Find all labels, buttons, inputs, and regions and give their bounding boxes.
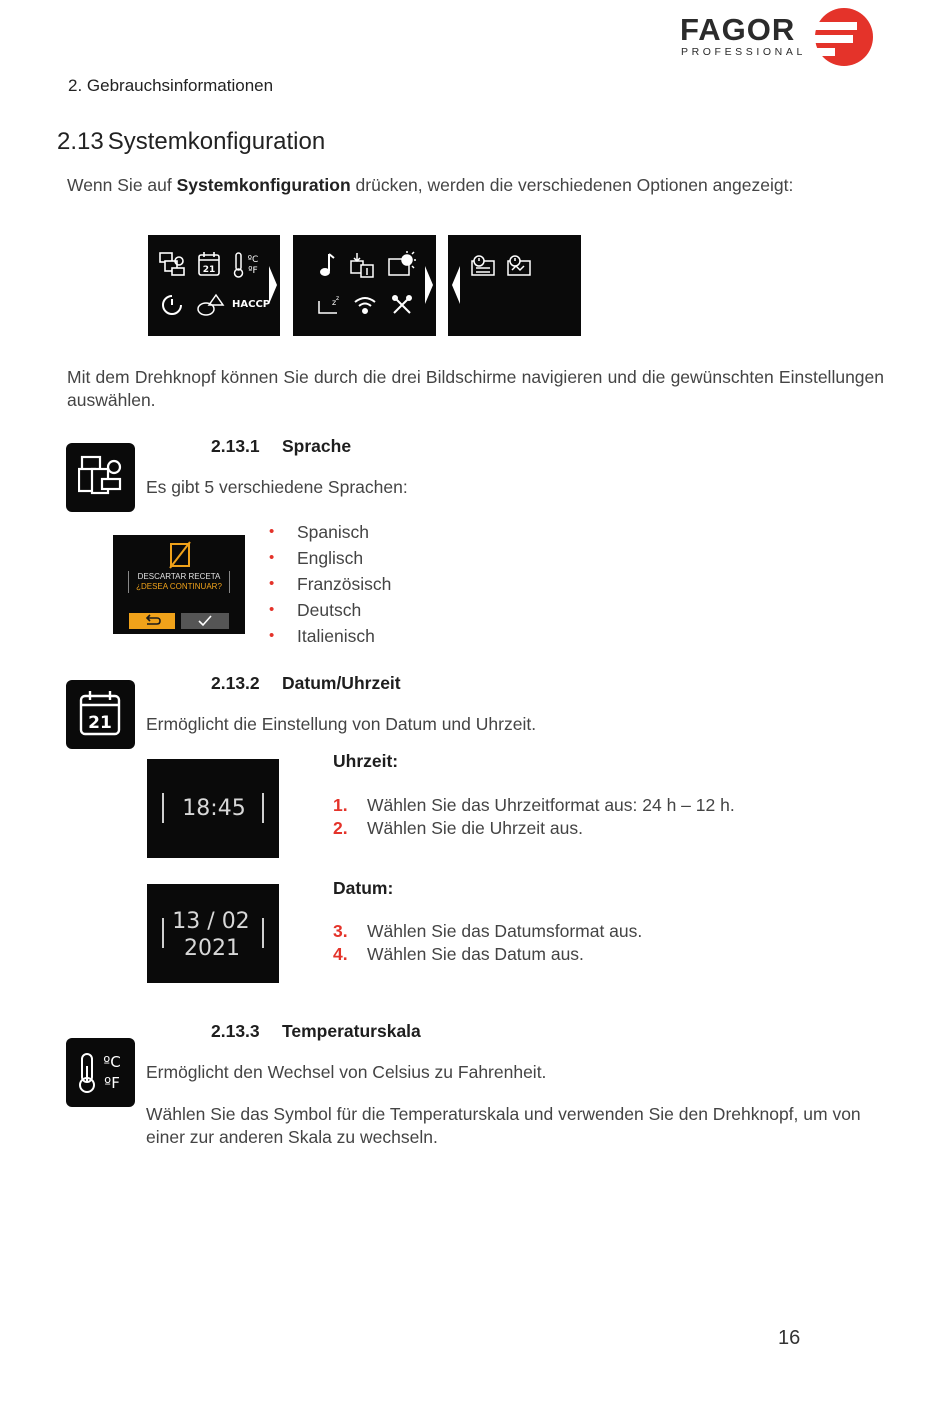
back-button[interactable] bbox=[129, 613, 175, 629]
discard-recipe-screen bbox=[113, 535, 245, 634]
time-label: Uhrzeit: bbox=[333, 751, 399, 771]
haccp-label: HACCP bbox=[232, 299, 271, 310]
download-icon bbox=[349, 251, 377, 279]
date-label: Datum: bbox=[333, 878, 394, 898]
section-title-text: Systemkonfiguration bbox=[107, 128, 326, 155]
tools-icon bbox=[391, 294, 413, 316]
calendar-icon bbox=[197, 251, 221, 277]
temperatur-text-1: Ermöglicht den Wechsel von Celsius zu Fahrenheit. bbox=[146, 1062, 547, 1082]
temperature-section-icon bbox=[66, 1038, 135, 1107]
svg-text:ºC: ºC bbox=[103, 1053, 121, 1071]
temperature-scale-icon bbox=[232, 251, 262, 279]
svg-text:z: z bbox=[332, 298, 337, 307]
list-item: 2. Wählen Sie die Uhrzeit aus. bbox=[333, 818, 583, 838]
temperature-scale-icon bbox=[76, 1048, 126, 1096]
time-display: 18:45 bbox=[182, 796, 246, 821]
svg-text:ºC: ºC bbox=[247, 255, 259, 265]
svg-text:21: 21 bbox=[202, 265, 216, 275]
language-section-icon bbox=[66, 443, 135, 512]
svg-text:ºF: ºF bbox=[248, 266, 258, 276]
list-item: • Italienisch bbox=[269, 626, 375, 646]
config-screen-3 bbox=[448, 235, 581, 336]
no-recipe-icon bbox=[168, 541, 192, 569]
page-number: 16 bbox=[778, 1327, 801, 1349]
date-display-year: 2021 bbox=[184, 936, 240, 961]
language-icon bbox=[78, 453, 124, 501]
section-number: 2.13 bbox=[57, 128, 104, 155]
config-screen-1 bbox=[148, 235, 280, 336]
intro-bold: Systemkonfiguration bbox=[176, 175, 351, 195]
date-steps bbox=[333, 920, 642, 966]
subsection-heading-datum: 2.13.2 Datum/Uhrzeit bbox=[211, 673, 401, 693]
screen-prev-arrow bbox=[452, 266, 460, 304]
discard-right-bar bbox=[229, 571, 230, 593]
nav-paragraph: Mit dem Drehknopf können Sie durch die drei Bildschirme navigieren und die gewünschten Einstellungen auswählen. bbox=[67, 367, 884, 410]
date-time-section-icon bbox=[66, 680, 135, 749]
cleaning-icon bbox=[506, 253, 534, 277]
logo-sub: PROFESSIONAL bbox=[681, 46, 806, 58]
config-screen-2 bbox=[293, 235, 436, 336]
service-icon bbox=[470, 253, 498, 277]
undo-icon bbox=[129, 613, 175, 629]
list-item: 4. Wählen Sie das Datum aus. bbox=[333, 944, 584, 964]
wifi-icon bbox=[353, 295, 377, 315]
screen-next-arrow-2 bbox=[425, 266, 433, 304]
discard-line-2: ¿DESEA CONTINUAR? bbox=[136, 582, 222, 591]
subsection-heading-temperatur: 2.13.3 Temperaturskala bbox=[211, 1021, 421, 1041]
sprache-text: Es gibt 5 verschiedene Sprachen: bbox=[146, 477, 408, 497]
section-title bbox=[57, 128, 325, 156]
confirm-button[interactable] bbox=[181, 613, 229, 629]
list-item: 1. Wählen Sie das Uhrzeitformat aus: 24 h – 12 h. bbox=[333, 795, 735, 815]
date-screen bbox=[147, 884, 279, 983]
brand-logo bbox=[680, 12, 880, 68]
discard-line-1: DESCARTAR RECETA bbox=[137, 572, 221, 581]
list-item: • Spanisch bbox=[269, 522, 369, 542]
language-list bbox=[269, 519, 391, 649]
svg-text:21: 21 bbox=[88, 713, 112, 733]
language-icon bbox=[158, 251, 186, 279]
date-display-day-month: 13 / 02 bbox=[172, 909, 250, 934]
running-head: 2. Gebrauchsinformationen bbox=[68, 76, 274, 95]
svg-text:z: z bbox=[336, 295, 340, 302]
calendar-icon bbox=[78, 689, 122, 737]
section-intro: Wenn Sie auf Systemkonfiguration drücken, werden die verschiedenen Optionen angezeigt: bbox=[67, 175, 794, 195]
shapes-icon bbox=[196, 292, 226, 318]
sleep-icon bbox=[317, 293, 343, 317]
logo-mark-icon bbox=[813, 6, 875, 68]
timer-icon bbox=[160, 293, 184, 317]
discard-left-bar bbox=[128, 571, 129, 593]
time-steps bbox=[333, 794, 735, 840]
svg-text:ºF: ºF bbox=[104, 1074, 120, 1092]
temperatur-text-2: Wählen Sie das Symbol für die Temperaturskala und verwenden Sie den Drehknopf, um von einer zur anderen Skala zu wechseln. bbox=[146, 1104, 861, 1147]
music-note-icon bbox=[317, 251, 337, 279]
list-item: • Deutsch bbox=[269, 600, 362, 620]
datum-text: Ermöglicht die Einstellung von Datum und Uhrzeit. bbox=[146, 714, 537, 734]
logo-brand: FAGOR bbox=[680, 12, 796, 47]
brightness-icon bbox=[387, 251, 417, 279]
check-icon bbox=[181, 613, 229, 629]
list-item: • Englisch bbox=[269, 548, 364, 568]
subsection-heading-sprache: 2.13.1 Sprache bbox=[211, 436, 352, 456]
screen-next-arrow bbox=[269, 266, 277, 304]
list-item: • Französisch bbox=[269, 574, 392, 594]
time-screen bbox=[147, 759, 279, 858]
list-item: 3. Wählen Sie das Datumsformat aus. bbox=[333, 921, 643, 941]
